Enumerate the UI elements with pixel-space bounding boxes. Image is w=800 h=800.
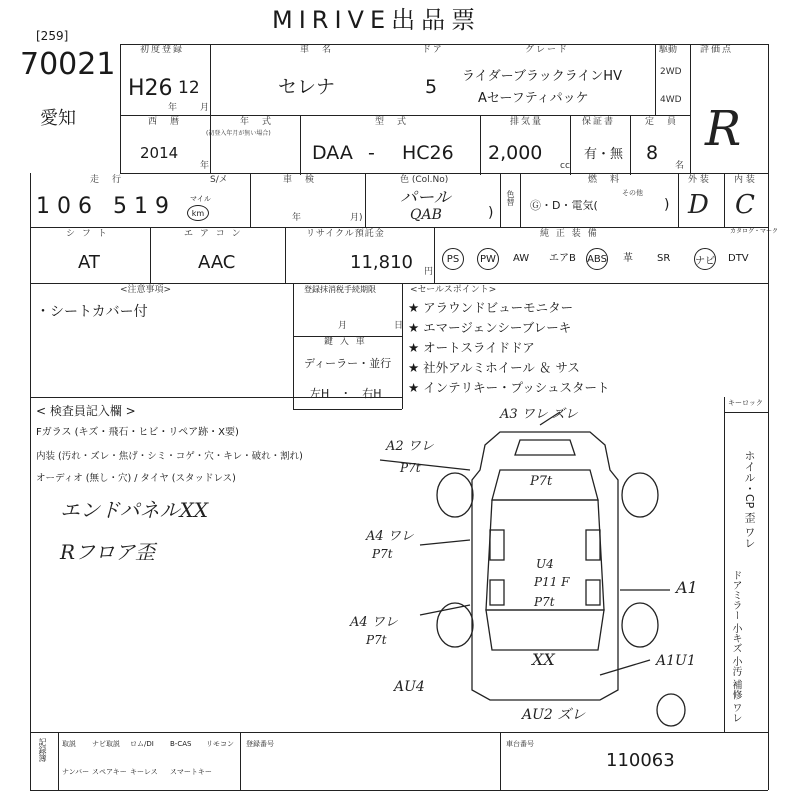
- sales-point-1: ★ アラウンドビューモニター: [408, 300, 574, 315]
- displacement-label: 排気量: [510, 117, 544, 127]
- type-label: 型 式: [375, 117, 409, 127]
- car-name: セレナ: [278, 76, 336, 98]
- equipment-item-abs: ABS: [586, 248, 608, 270]
- note-text: ・シートカバー付: [36, 304, 148, 320]
- eval-mark: R: [705, 101, 742, 157]
- capacity-label: 定 員: [645, 117, 679, 127]
- cc-unit: cc: [560, 161, 570, 171]
- notes-label: <注意事項>: [120, 285, 172, 295]
- fuel-options: Ⓖ・D・電気(: [530, 199, 598, 212]
- exterior-label: 外 装: [688, 175, 709, 185]
- footer-label-2: ナビ取説: [92, 740, 120, 748]
- mileage-unit-km: km: [187, 205, 209, 221]
- sales-point-label: <セールスポイント>: [410, 285, 497, 295]
- inspection-line3: オーディオ (無し・穴) / タイヤ (スタッドレス): [36, 473, 236, 484]
- dealer-option: ディーラー・並行: [304, 357, 392, 370]
- aircon: AAC: [198, 252, 236, 273]
- color-close: ): [488, 205, 494, 221]
- footer-label2-2: スペアキー: [92, 768, 127, 776]
- diagram-note-au4: AU4: [394, 679, 425, 695]
- diagram-note-center-2: P11 F: [534, 575, 570, 589]
- fuel-label: 燃 料: [588, 175, 622, 185]
- grade-label: グレード: [525, 45, 570, 55]
- equipment-item-pw: PW: [477, 248, 499, 270]
- shift: AT: [78, 252, 100, 273]
- color-change-label: 色替: [506, 190, 515, 206]
- drive-label: 駆動: [659, 45, 678, 55]
- model-year-label: 年 式: [240, 117, 274, 127]
- fuel-other-label: その他: [622, 189, 643, 197]
- diagram-note-a3: A3 ワレ ズレ: [500, 407, 578, 422]
- inspection-line2: 内装 (汚れ・ズレ・焦げ・シミ・コゲ・穴・キレ・破れ・割れ): [36, 451, 303, 462]
- color: パール: [400, 188, 451, 208]
- month-label: 月: [200, 103, 212, 113]
- inspection-title: < 検査員記入欄 >: [36, 404, 136, 418]
- footer-label-6: 登録番号: [246, 740, 274, 748]
- footer-label-4: B-CAS: [170, 740, 192, 748]
- diagram-note-a4-bottom: A4 ワレ: [350, 615, 398, 630]
- inspection-hand-note-1: エンドパネルXX: [60, 498, 209, 522]
- footer-label-1: 取説: [62, 740, 76, 748]
- doors: 5: [425, 76, 438, 98]
- inspection-year: 年: [292, 213, 302, 223]
- inspection-hand-note-2: Rフロア歪: [60, 540, 156, 564]
- type-sep: -: [368, 142, 375, 164]
- capacity: 8: [646, 142, 659, 164]
- car-name-label: 車 名: [300, 45, 334, 55]
- western-label: 西 暦: [148, 117, 182, 127]
- eval-label: 評価点: [700, 45, 734, 55]
- sales-point-3: ★ オートスライドドア: [408, 340, 535, 355]
- capacity-unit: 名: [675, 161, 685, 171]
- exterior-score: D: [688, 190, 709, 220]
- model-year-sub: (初登入年月が無い場合): [206, 130, 271, 137]
- interior-label: 内 装: [734, 175, 755, 185]
- inspection-month: 月): [350, 213, 363, 223]
- diagram-note-center-3: P7t: [534, 595, 555, 609]
- sales-point-4: ★ 社外アルミホイール ＆ サス: [408, 360, 580, 375]
- mileage-label: 走 行: [90, 175, 124, 185]
- warranty-label: 保証書: [582, 117, 616, 127]
- equipment-item-革: 革: [623, 253, 633, 264]
- fuel-close: ): [664, 197, 670, 213]
- mileage: 106 519: [36, 194, 176, 219]
- equipment-item-エアb: エアB: [549, 253, 576, 264]
- type-code: HC26: [402, 142, 454, 164]
- diagram-note-au2: AU2 ズレ: [522, 707, 586, 723]
- equipment-item-aw: AW: [513, 253, 530, 264]
- diagram-note-a4-left-sub: P7t: [372, 547, 393, 561]
- diagram-note-a4-left: A4 ワレ: [366, 529, 414, 544]
- lot-number: 70021: [20, 47, 116, 82]
- shift-label: シ フ ト: [66, 229, 109, 239]
- year-unit: 年: [200, 161, 210, 171]
- steering-option: 左H ・ 右H: [310, 387, 382, 400]
- footer-label2-4: スマートキー: [170, 768, 212, 776]
- yen-unit: 円: [424, 267, 434, 277]
- displacement: 2,000: [488, 142, 543, 164]
- footer-label-3: ロム/DI: [130, 740, 154, 748]
- footer-side-label: 記録簿: [38, 738, 47, 762]
- first-reg-era: H26: [128, 76, 173, 101]
- region: 愛知: [40, 108, 76, 129]
- diagram-note-xx: XX: [532, 650, 555, 669]
- footer-label2-3: キーレス: [130, 768, 158, 776]
- diagram-note-a1u1: A1U1: [656, 653, 696, 669]
- mileage-unit-top: マイル: [190, 195, 211, 203]
- diagram-note-center: U4: [536, 557, 554, 571]
- diagram-note-a1: A1: [676, 578, 698, 597]
- western-year: 2014: [140, 144, 179, 162]
- inspection-label: 車 検: [283, 175, 317, 185]
- equipment-item-ps: PS: [442, 248, 464, 270]
- s-meter-label: S/メ: [210, 175, 228, 185]
- equipment-item-dtv: DTV: [728, 253, 749, 264]
- keylock-label: キーロック: [728, 399, 763, 407]
- document-title: MIRIVE出品票: [272, 6, 482, 34]
- diagram-note-a4-bottom-sub: P7t: [366, 633, 387, 647]
- tax-month: 月: [338, 321, 348, 331]
- diagram-note-a2-sub: P7t: [400, 461, 421, 475]
- right-vertical-1: ホイル・CP 歪 ワレ: [743, 450, 756, 549]
- recycle-label: リサイクル預託金: [306, 229, 385, 239]
- first-reg-month: 12: [178, 78, 200, 98]
- grade-line2: Aセーフティパッケ: [478, 91, 589, 106]
- right-vertical-2: ドアミラー 小キズ 小汚 補修 ワレ: [730, 570, 741, 723]
- type-prefix: DAA: [312, 142, 353, 164]
- footer-label-5: リモコン: [206, 740, 234, 748]
- chassis-number: 110063: [606, 750, 675, 771]
- diagram-note-p7t-top: P7t: [530, 474, 553, 489]
- recycle: 11,810: [350, 252, 413, 273]
- drive-4wd: 4WD: [660, 95, 682, 105]
- inspection-line1: Fガラス (キズ・飛石・ヒビ・リペア跡・X要): [36, 427, 239, 438]
- doors-label: ドア: [422, 45, 444, 55]
- keys-label: 鍵 入 車: [324, 337, 367, 347]
- color-no: QAB: [410, 207, 442, 223]
- sales-point-2: ★ エマージェンシーブレーキ: [408, 320, 572, 335]
- authentic-label: カタログ・マーク: [730, 228, 779, 235]
- equipment-label: 純 正 装 備: [540, 229, 599, 239]
- aircon-label: エ ア コ ン: [184, 229, 243, 239]
- drive-2wd: 2WD: [660, 67, 682, 77]
- tax-day: 日: [394, 321, 404, 331]
- equipment-item-ナビ: ナビ: [694, 248, 716, 270]
- first-reg-label: 初度登録: [140, 45, 185, 55]
- warranty: 有・無: [584, 147, 624, 162]
- year-label: 年: [168, 103, 180, 113]
- tax-refund-label: 登録抹消税手続期限: [304, 285, 376, 294]
- grade-line1: ライダーブラックラインHV: [462, 69, 622, 84]
- color-label: 色 (Col.No): [400, 175, 449, 185]
- diagram-note-a2: A2 ワレ: [386, 439, 434, 454]
- interior-score: C: [735, 190, 755, 220]
- footer-label2-1: ナンバー: [62, 768, 90, 776]
- lot-bracket: [259]: [36, 29, 69, 43]
- footer-label-7: 車台番号: [506, 740, 534, 748]
- equipment-item-sr: SR: [657, 253, 671, 264]
- sales-point-5: ★ インテリキー・プッシュスタート: [408, 380, 610, 395]
